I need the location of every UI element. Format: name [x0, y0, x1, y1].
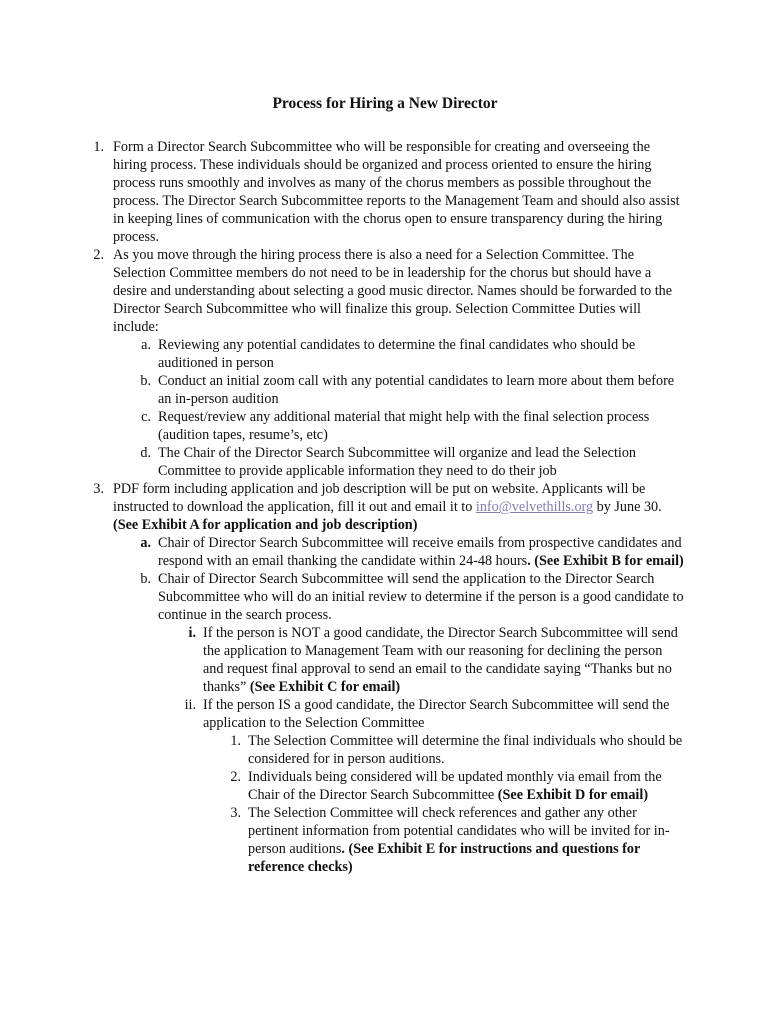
- sublist-item-3b-ii: [158, 696, 684, 876]
- list-item-3: [84, 480, 684, 876]
- list-letter: b.: [140, 373, 151, 389]
- exhibit-reference: (See Exhibit A for application and job description): [113, 517, 418, 533]
- sublist-item-3b-ii-2: [203, 768, 684, 804]
- sublist-item-3b-ii-1: [203, 732, 684, 768]
- sublist-item-3a: [113, 534, 684, 570]
- list-item-text: The Selection Committee will check references and gather any other pertinent information from potential candidates who will be invited for in-person auditions: [248, 805, 670, 857]
- list-number: 1.: [93, 139, 104, 155]
- list-number: 3.: [230, 805, 241, 821]
- list-item-text: If the person is NOT a good candidate, the Director Search Subcommittee will send the application to Management Team with our reasoning for declining the person and request final approval to send an email to the candidate saying “Thanks but no thanks”: [203, 625, 678, 695]
- list-number: 3.: [93, 481, 104, 497]
- list-item-2: [84, 246, 684, 480]
- list-letter: c.: [141, 409, 151, 425]
- sublist-item-3b-ii-3: [203, 804, 684, 876]
- list-item-text: Chair of Director Search Subcommittee will receive emails from prospective candidates and respond with an email thanking the candidate within 24-48 hours: [158, 535, 682, 569]
- list-letter: b.: [140, 571, 151, 587]
- exhibit-reference: (See Exhibit C for email): [249, 679, 401, 695]
- list-item-text: Form a Director Search Subcommittee who will be responsible for creating and overseeing the hiring process. These individuals should be organized and process oriented to ensure the hiring process runs smoothly and involves as many of the chorus members as possible throughout the process. The Director Search Subcommittee reports to the Management Team and should also assist in keeping lines of communication with the chorus open to ensure transparency during the hiring process.: [113, 139, 680, 245]
- list-item-text: If the person IS a good candidate, the Director Search Subcommittee will send the application to the Selection Committee: [203, 697, 670, 731]
- list-item-text: As you move through the hiring process there is also a need for a Selection Committee. The Selection Committee members do not need to be in leadership for the chorus but should have a desire and understanding about selecting a good music director. Names should be forwarded to the Director Search Subcommittee who will finalize this group. Selection Committee Duties will include:: [113, 247, 673, 335]
- list-item-text: Request/review any additional material that might help with the final selection process (audition tapes, resume’s, etc): [158, 409, 650, 443]
- list-item-text: Individuals being considered will be updated monthly via email from the Chair of the Director Search Subcommittee: [248, 769, 662, 803]
- document-title: Process for Hiring a New Director: [272, 95, 498, 112]
- numbered-list: [84, 138, 684, 876]
- list-letter: a.: [141, 337, 151, 353]
- list-roman: i.: [188, 625, 196, 641]
- sublist-item-2b: [113, 372, 684, 408]
- exhibit-reference: (See Exhibit D for email): [497, 787, 649, 803]
- list-item-1: [84, 138, 684, 246]
- list-item-text: The Chair of the Director Search Subcommittee will organize and lead the Selection Committee to provide applicable information they need to do their job: [158, 445, 637, 479]
- sublist-item-2d: [113, 444, 684, 480]
- email-link[interactable]: info@velvethills.org: [475, 499, 594, 515]
- sublist-item-2c: [113, 408, 684, 444]
- list-letter: d.: [140, 445, 151, 461]
- exhibit-reference: . (See Exhibit B for email): [527, 553, 684, 569]
- list-item-text: PDF form including application and job description will be put on website. Applicants will be instructed to download the application, fill it out and email it to: [113, 481, 646, 515]
- list-item-text: Conduct an initial zoom call with any potential candidates to learn more about them before an in-person audition: [158, 373, 675, 407]
- list-item-text: Reviewing any potential candidates to determine the final candidates who should be auditioned in person: [158, 337, 636, 371]
- list-item-text: Chair of Director Search Subcommittee will send the application to the Director Search Subcommittee who will do an initial review to determine if the person is a good candidate to continue in the search process.: [158, 571, 684, 623]
- list-item-text: The Selection Committee will determine the final individuals who should be considered for in person auditions.: [248, 733, 683, 767]
- list-number: 1.: [230, 733, 241, 749]
- sublist-item-3b-i: [158, 624, 684, 696]
- exhibit-reference: . (See Exhibit E for instructions and questions for reference checks): [248, 841, 641, 875]
- list-roman: ii.: [184, 697, 196, 713]
- list-letter: a.: [140, 535, 151, 551]
- list-number: 2.: [230, 769, 241, 785]
- sublist-item-3b: [113, 570, 684, 876]
- sublist-item-2a: [113, 336, 684, 372]
- list-number: 2.: [93, 247, 104, 263]
- list-item-text: by June 30.: [593, 499, 662, 515]
